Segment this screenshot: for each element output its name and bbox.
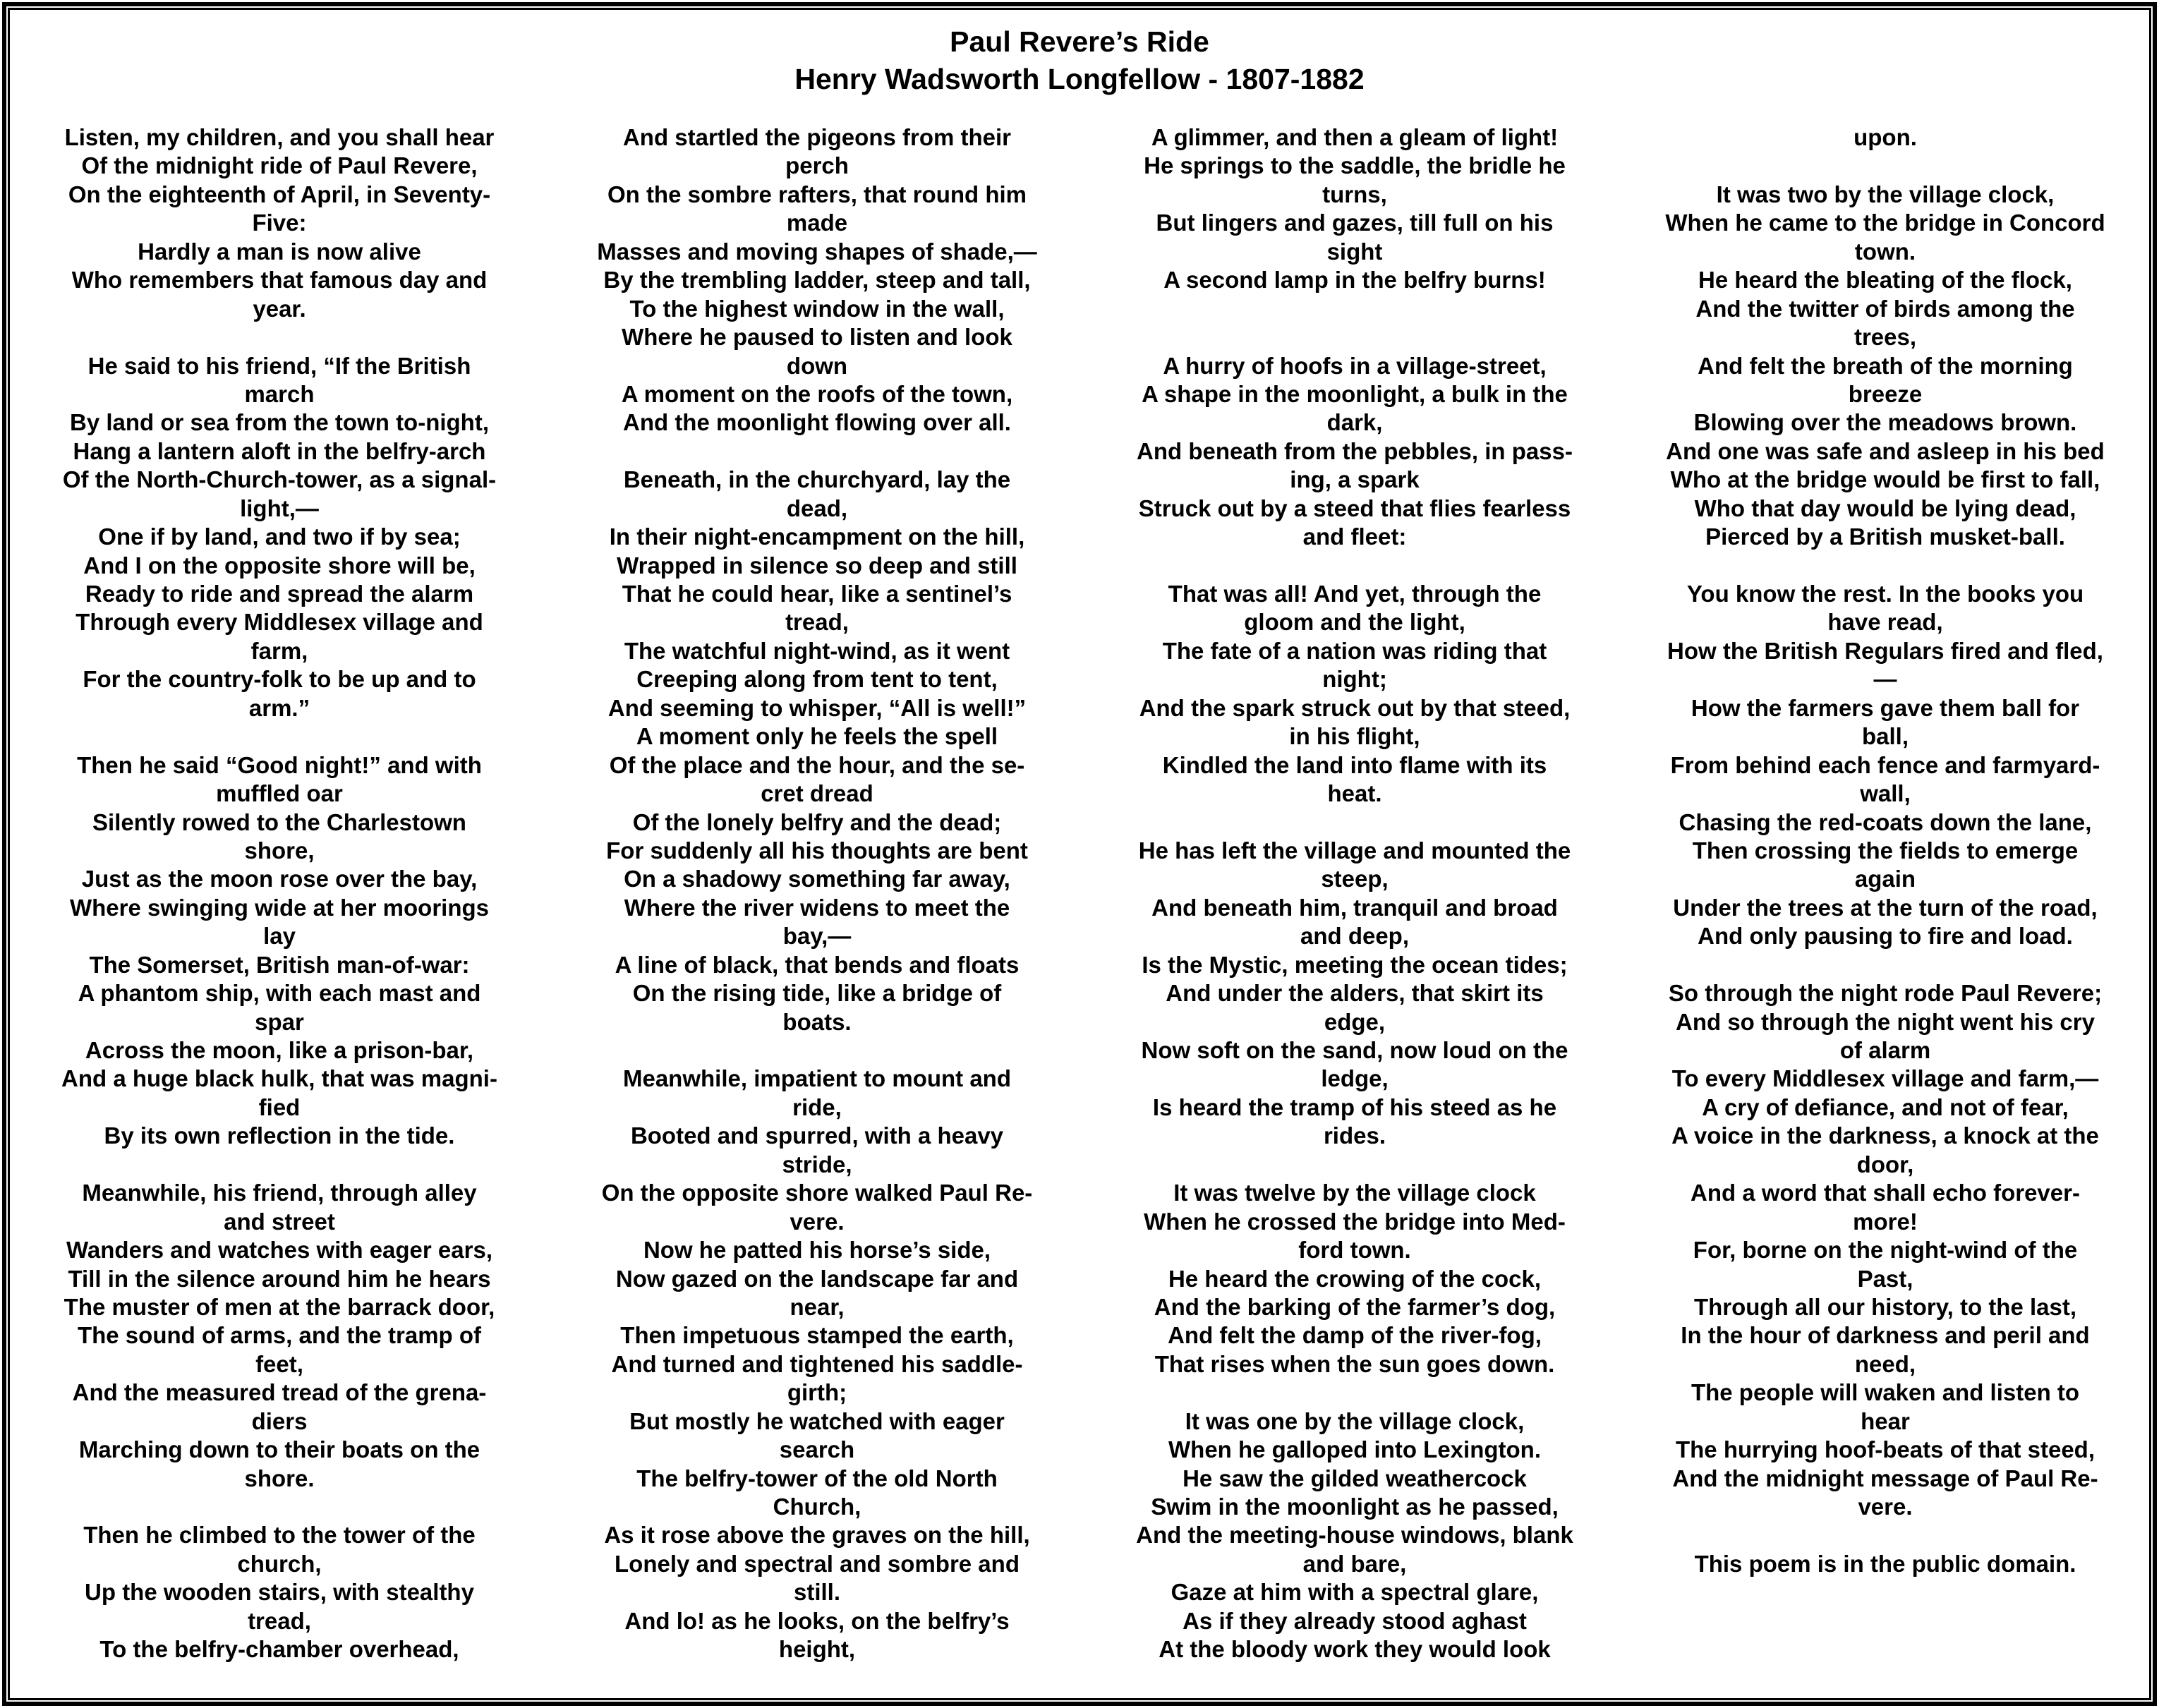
- poem-line: ford town.: [1298, 1237, 1411, 1264]
- poem-line: Of the midnight ride of Paul Revere,: [81, 152, 478, 179]
- poem-title: Paul Revere’s Ride: [950, 25, 1209, 58]
- poem-line: vere.: [790, 1208, 845, 1235]
- poem-line: He heard the bleating of the flock,: [1698, 267, 2072, 293]
- poem-line: Now gazed on the landscape far and: [615, 1265, 1019, 1292]
- poem-line: —: [1873, 666, 1897, 693]
- poem-line: lay: [263, 923, 296, 950]
- poem-line: [1623, 152, 2148, 180]
- poem-line: And I on the opposite shore will be,: [83, 552, 476, 579]
- poem-line: But lingers and gazes, till full on his: [1156, 210, 1554, 236]
- poem-line: Then he said “Good night!” and with: [77, 751, 482, 778]
- poem-line: A second lamp in the belfry burns!: [1163, 267, 1546, 293]
- poem-line: vere.: [1858, 1494, 1913, 1520]
- poem-line: farm,: [250, 637, 308, 664]
- poem-line: Meanwhile, his friend, through alley: [82, 1180, 477, 1206]
- poem-line: The belfry-tower of the old North: [636, 1465, 998, 1491]
- poem-line: fied: [258, 1094, 301, 1120]
- poem-line: and deep,: [1300, 923, 1410, 950]
- poem-line: Creeping along from tent to tent,: [636, 666, 998, 693]
- poem-line: Ready to ride and spread the alarm: [85, 581, 474, 607]
- poem-author-line: Henry Wadsworth Longfellow - 1807-1882: [794, 63, 1365, 95]
- poem-line: again: [1854, 866, 1916, 892]
- poem-line: ball,: [1861, 723, 1909, 750]
- poem-line: Up the wooden stairs, with stealthy: [85, 1579, 474, 1606]
- poem-line: girth;: [787, 1379, 847, 1406]
- poem-line: Swim in the moonlight as he passed,: [1151, 1494, 1559, 1520]
- poem-line: have read,: [1827, 609, 1943, 636]
- poem-line: Struck out by a steed that flies fearless: [1138, 495, 1571, 521]
- poem-line: Pierced by a British musket-ball.: [1705, 523, 2065, 550]
- poem-line: Booted and spurred, with a heavy: [630, 1122, 1004, 1149]
- poem-line: He has left the village and mounted the: [1138, 837, 1571, 864]
- poem-line: And the spark struck out by that steed,: [1139, 694, 1571, 721]
- poem-line: How the farmers gave them ball for: [1691, 694, 2080, 721]
- poem-line: It was two by the village clock,: [1716, 181, 2055, 207]
- poem-line: And the midnight message of Paul Re-: [1672, 1465, 2098, 1491]
- poem-line: arm.”: [248, 694, 310, 721]
- poem-line: tread,: [248, 1607, 311, 1634]
- poem-line: march: [244, 380, 315, 407]
- poem-line: Chasing the red-coats down the lane,: [1679, 808, 2092, 835]
- poem-line: need,: [1854, 1350, 1916, 1377]
- poem-line: [1087, 808, 1623, 837]
- poem-line: Silently rowed to the Charlestown: [92, 808, 466, 835]
- poem-line: Meanwhile, impatient to mount and: [622, 1065, 1011, 1092]
- poem-line: Where he paused to listen and look: [622, 324, 1012, 351]
- poem-line: And beneath him, tranquil and broad: [1151, 894, 1558, 921]
- poem-line: Hang a lantern aloft in the belfry-arch: [73, 437, 486, 464]
- poem-line: in his flight,: [1289, 723, 1420, 750]
- poem-line: And the twitter of birds among the: [1695, 295, 2075, 322]
- poem-line: And felt the breath of the morning: [1698, 352, 2073, 379]
- poem-line: A phantom ship, with each mast and: [78, 980, 481, 1007]
- poem-line: Who at the bridge would be first to fall,: [1670, 466, 2100, 493]
- poem-line: sight: [1326, 238, 1383, 265]
- poem-line: Five:: [252, 210, 307, 236]
- poem-line: And one was safe and asleep in his bed: [1666, 437, 2105, 464]
- poem-line: [1623, 951, 2148, 979]
- poem-line: [548, 1036, 1087, 1065]
- poem-line: Across the moon, like a prison-bar,: [85, 1037, 474, 1063]
- poem-line: ride,: [792, 1094, 842, 1120]
- poem-line: In the hour of darkness and peril and: [1681, 1322, 2090, 1349]
- poem-line: dark,: [1326, 409, 1383, 436]
- poem-line: church,: [237, 1550, 322, 1577]
- poem-line: The fate of a nation was riding that: [1162, 637, 1547, 664]
- poem-line: When he galloped into Lexington.: [1168, 1436, 1541, 1463]
- poem-line: perch: [785, 152, 849, 179]
- poem-line: Of the place and the hour, and the se-: [609, 751, 1025, 778]
- poem-line: He heard the crowing of the cock,: [1168, 1265, 1542, 1292]
- poem-line: On a shadowy something far away,: [624, 866, 1010, 892]
- poem-line: door,: [1856, 1151, 1914, 1177]
- poem-line: night;: [1322, 666, 1387, 693]
- poem-line: Beneath, in the churchyard, lay the: [623, 466, 1011, 493]
- poem-line: That was all! And yet, through the: [1168, 581, 1542, 607]
- poem-line: On the rising tide, like a bridge of: [632, 980, 1002, 1007]
- poem-line: steep,: [1321, 866, 1389, 892]
- poem-line: By land or sea from the town to-night,: [70, 409, 489, 436]
- poem-line: To the belfry-chamber overhead,: [99, 1636, 459, 1663]
- poem-line: Where the river widens to meet the: [624, 894, 1010, 921]
- poem-line: So through the night rode Paul Revere;: [1668, 980, 2103, 1007]
- poem-line: rides.: [1323, 1122, 1386, 1149]
- poem-line: As it rose above the graves on the hill,: [604, 1522, 1030, 1549]
- poem-line: A moment only he feels the spell: [636, 723, 998, 750]
- poem-line: feet,: [255, 1350, 303, 1377]
- poem-line: On the sombre rafters, that round him: [607, 181, 1027, 207]
- poem-line: And the moonlight flowing over all.: [623, 409, 1011, 436]
- poem-line: As if they already stood aghast: [1183, 1607, 1527, 1634]
- poem-line: [1623, 552, 2148, 580]
- poem-line: still.: [793, 1579, 841, 1606]
- poem-line: Lonely and spectral and sombre and: [615, 1550, 1020, 1577]
- poem-line: The people will waken and listen to: [1691, 1379, 2080, 1406]
- poem-line: That he could hear, like a sentinel’s: [622, 581, 1012, 607]
- poem-line: Till in the silence around him he hears: [68, 1265, 491, 1292]
- poem-line: wall,: [1860, 780, 1911, 807]
- poem-line: Listen, my children, and you shall hear: [64, 124, 495, 150]
- poem-line: [1087, 323, 1623, 351]
- poem-line: You know the rest. In the books you: [1686, 581, 2084, 607]
- poem-line: year.: [253, 295, 306, 322]
- poem-line: and street: [224, 1208, 335, 1235]
- poem-line: One if by land, and two if by sea;: [98, 523, 461, 550]
- poem-column-3: [1087, 123, 1623, 1664]
- poem-line: And a huge black hulk, that was magni-: [61, 1065, 497, 1092]
- poem-line: Who remembers that famous day and: [71, 267, 488, 293]
- poem-line: By its own reflection in the tide.: [104, 1122, 455, 1149]
- poem-line: When he crossed the bridge into Med-: [1144, 1208, 1566, 1235]
- poem-line: hear: [1861, 1407, 1910, 1434]
- poem-line: A cry of defiance, and not of fear,: [1702, 1094, 2069, 1120]
- poem-line: made: [786, 210, 848, 236]
- poem-line: search: [779, 1436, 855, 1463]
- poem-line: Kindled the land into flame with its: [1162, 751, 1547, 778]
- poem-line: and fleet:: [1302, 523, 1407, 550]
- poem-line: [1087, 552, 1623, 580]
- poem-line: It was twelve by the village clock: [1173, 1180, 1536, 1206]
- poem-line: On the eighteenth of April, in Seventy-: [68, 181, 491, 207]
- poem-line: That rises when the sun goes down.: [1154, 1350, 1555, 1377]
- poem-line: It was one by the village clock,: [1185, 1407, 1525, 1434]
- poem-line: And under the alders, that skirt its: [1166, 980, 1544, 1007]
- poem-line: shore.: [244, 1465, 315, 1491]
- poem-line: Of the lonely belfry and the dead;: [632, 808, 1002, 835]
- poem-line: And turned and tightened his saddle-: [611, 1350, 1023, 1377]
- poem-line: And so through the night went his cry: [1676, 1008, 2095, 1035]
- poem-line: Gaze at him with a spectral glare,: [1171, 1579, 1539, 1606]
- poem-line: down: [786, 352, 848, 379]
- poem-line: To the highest window in the wall,: [629, 295, 1005, 322]
- poem-line: Past,: [1857, 1265, 1913, 1292]
- poem-line: And startled the pigeons from their: [622, 124, 1012, 150]
- poem-line: bay,—: [782, 923, 852, 950]
- poem-line: [11, 722, 548, 751]
- poem-column-1: [11, 123, 548, 1664]
- poem-line: Who that day would be lying dead,: [1694, 495, 2076, 521]
- poem-line: But mostly he watched with eager: [629, 1407, 1005, 1434]
- poem-line: And felt the damp of the river-fog,: [1168, 1322, 1542, 1349]
- poem-line: Is the Mystic, meeting the ocean tides;: [1142, 951, 1568, 978]
- poem-line: [1087, 1379, 1623, 1407]
- poem-line: Hardly a man is now alive: [138, 238, 421, 265]
- poem-line: This poem is in the public domain.: [1694, 1550, 2076, 1577]
- poem-line: trees,: [1853, 324, 1917, 351]
- poem-line: height,: [778, 1636, 856, 1663]
- poem-line: A shape in the moonlight, a bulk in the: [1142, 380, 1568, 407]
- poem-line: The hurrying hoof-beats of that steed,: [1675, 1436, 2096, 1463]
- poem-line: turns,: [1322, 181, 1387, 207]
- poem-line: In their night-encampment on the hill,: [609, 523, 1025, 550]
- poem-line: [11, 1493, 548, 1521]
- poem-line: cret dread: [761, 780, 873, 807]
- poem-line: Under the trees at the turn of the road,: [1673, 894, 2098, 921]
- poem-line: For suddenly all his thoughts are bent: [606, 837, 1028, 864]
- poem-line: Through all our history, to the last,: [1693, 1293, 2077, 1320]
- poem-line: A voice in the darkness, a knock at the: [1671, 1122, 2099, 1149]
- poem-line: And lo! as he looks, on the belfry’s: [624, 1607, 1010, 1634]
- poem-line: Church,: [773, 1494, 861, 1520]
- poem-line: And the meeting-house windows, blank: [1136, 1522, 1573, 1549]
- poem-line: Where swinging wide at her moorings: [69, 894, 490, 921]
- poem-line: upon.: [1853, 124, 1917, 150]
- poem-line: near,: [790, 1293, 845, 1320]
- poem-line: [548, 437, 1087, 466]
- poem-line: Then impetuous stamped the earth,: [620, 1322, 1014, 1349]
- poem-line: A glimmer, and then a gleam of light!: [1151, 124, 1559, 150]
- poem-line: Now he patted his horse’s side,: [643, 1237, 991, 1264]
- poem-line: ing, a spark: [1290, 466, 1420, 493]
- poem-line: of alarm: [1839, 1037, 1931, 1063]
- poem-line: [11, 323, 548, 351]
- poem-line: Just as the moon rose over the bay,: [81, 866, 478, 892]
- poem-line: The Somerset, British man-of-war:: [89, 951, 470, 978]
- poem-line: Then he climbed to the tower of the: [83, 1522, 476, 1549]
- poem-line: And beneath from the pebbles, in pass-: [1137, 437, 1573, 464]
- poem-line: To every Middlesex village and farm,—: [1671, 1065, 2099, 1092]
- poem-line: Now soft on the sand, now loud on the: [1141, 1037, 1568, 1063]
- poem-line: The watchful night-wind, as it went: [624, 637, 1010, 664]
- poem-line: ledge,: [1321, 1065, 1389, 1092]
- poem-line: Then crossing the fields to emerge: [1692, 837, 2079, 864]
- poem-line: He said to his friend, “If the British: [87, 352, 471, 379]
- poem-line: At the bloody work they would look: [1159, 1636, 1551, 1663]
- poem-line: Through every Middlesex village and: [75, 609, 483, 636]
- poem-line: For, borne on the night-wind of the: [1693, 1237, 2078, 1264]
- poem-line: On the opposite shore walked Paul Re-: [601, 1180, 1033, 1206]
- poem-line: He springs to the saddle, the bridle he: [1144, 152, 1566, 179]
- poem-line: town.: [1854, 238, 1916, 265]
- poem-line: and bare,: [1302, 1550, 1407, 1577]
- poem-line: edge,: [1324, 1008, 1386, 1035]
- poem-line: breeze: [1848, 380, 1923, 407]
- poem-line: dead,: [786, 495, 848, 521]
- poem-column-4: [1623, 123, 2148, 1578]
- poem-line: He saw the gilded weathercock: [1183, 1465, 1527, 1491]
- poem-line: shore,: [244, 837, 315, 864]
- poem-line: And the barking of the farmer’s dog,: [1154, 1293, 1556, 1320]
- poem-line: Blowing over the meadows brown.: [1693, 409, 2077, 436]
- poem-line: gloom and the light,: [1244, 609, 1465, 636]
- poem-line: spar: [255, 1008, 304, 1035]
- poem-line: [11, 1151, 548, 1179]
- poem-line: [1087, 295, 1623, 323]
- poem-line: Of the North-Church-tower, as a signal-: [62, 466, 497, 493]
- poem-line: muffled oar: [216, 780, 343, 807]
- poem-line: Is heard the tramp of his steed as he: [1152, 1094, 1557, 1120]
- poem-line: For the country-folk to be up and to: [83, 666, 476, 693]
- poem-line: A hurry of hoofs in a village-street,: [1163, 352, 1547, 379]
- poem-line: When he came to the bridge in Concord: [1665, 210, 2105, 236]
- poem-line: more!: [1853, 1208, 1918, 1235]
- poem-line: And a word that shall echo forever-: [1691, 1180, 2080, 1206]
- poem-line: The sound of arms, and the tramp of: [77, 1322, 482, 1349]
- poem-line: And only pausing to fire and load.: [1698, 923, 2073, 950]
- poem-line: heat.: [1327, 780, 1382, 807]
- poem-line: From behind each fence and farmyard-: [1670, 751, 2100, 778]
- poem-line: stride,: [782, 1151, 852, 1177]
- poem-line: boats.: [782, 1008, 852, 1035]
- poem-line: By the trembling ladder, steep and tall,: [603, 267, 1031, 293]
- poem-line: Wrapped in silence so deep and still: [617, 552, 1017, 579]
- poem-line: How the British Regulars fired and fled,: [1667, 637, 2103, 664]
- poem-line: tread,: [785, 609, 849, 636]
- poem-line: And the measured tread of the grena-: [72, 1379, 487, 1406]
- poem-line: Wanders and watches with eager ears,: [66, 1237, 492, 1264]
- poem-column-2: [548, 123, 1087, 1664]
- poem-line: A line of black, that bends and floats: [615, 951, 1020, 978]
- poem-line: The muster of men at the barrack door,: [64, 1293, 495, 1320]
- poem-line: diers: [251, 1407, 308, 1434]
- poem-line: [1087, 1151, 1623, 1179]
- poem-line: And seeming to whisper, “All is well!”: [607, 694, 1027, 721]
- poem-line: light,—: [240, 495, 319, 521]
- poem-line: A moment on the roofs of the town,: [621, 380, 1013, 407]
- poem-line: Masses and moving shapes of shade,—: [597, 238, 1037, 265]
- poem-line: Marching down to their boats on the: [78, 1436, 480, 1463]
- poem-line: [1623, 1521, 2148, 1549]
